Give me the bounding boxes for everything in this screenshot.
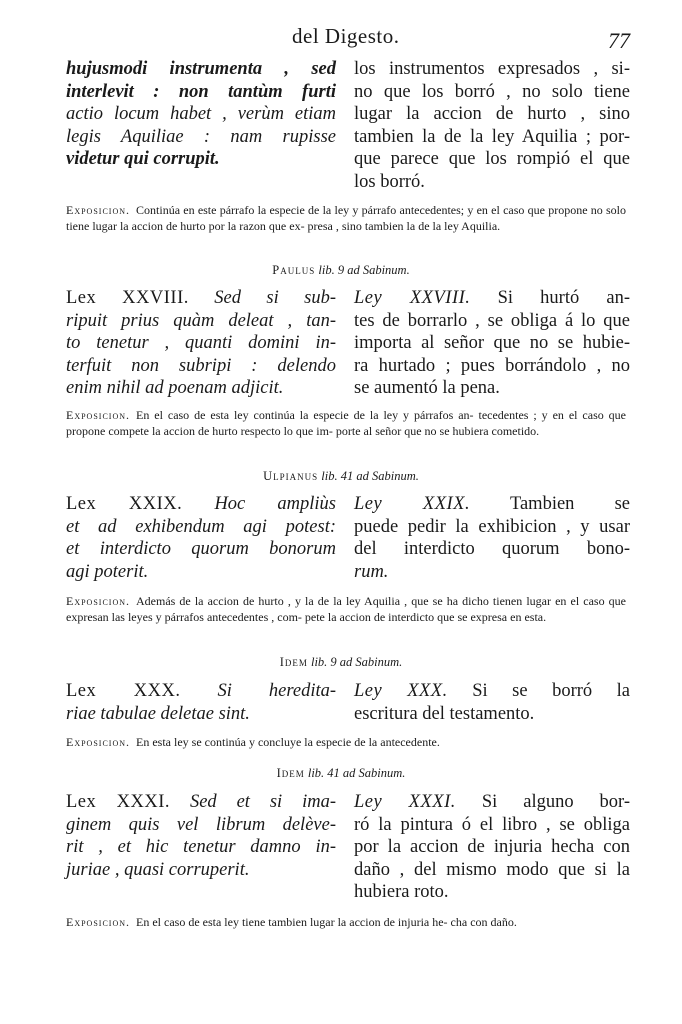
attribution-book: lib. 41 ad Sabinum.: [321, 469, 419, 483]
spanish-line: puede pedir la exhibicion , y usar: [354, 516, 630, 537]
spanish-line: daño , del mismo modo que si la: [354, 859, 630, 880]
exposition-label: Exposicion.: [66, 594, 131, 608]
spanish-column: [354, 58, 630, 194]
exposition-paragraph: [66, 203, 626, 234]
spanish-line: no que los borró , no solo tiene: [354, 81, 630, 102]
attribution-book: lib. 9 ad Sabinum.: [318, 263, 410, 277]
latin-line: juriae , quasi corruperit.: [66, 859, 250, 880]
spanish-line: hubiera roto.: [354, 882, 449, 903]
latin-line: videtur qui corrupit.: [66, 149, 220, 170]
exposition-text: En el caso de esta ley continúa la especie de la ley y párrafos an- tecedentes ; y en el caso que propone compete la accion de hurto respecto lo que im- porte al señor que no se hubiera cometido.: [66, 408, 626, 438]
latin-line: ginem quis vel librum delève-: [66, 814, 336, 835]
law-heading: Ley XXX.: [354, 681, 448, 701]
latin-line: Hoc ampliùs: [214, 494, 336, 514]
spanish-line: se aumentó la pena.: [354, 378, 500, 399]
spanish-line: tambien la de la ley Aquilia ; por-: [354, 126, 630, 147]
law-heading: Ley XXIX.: [354, 494, 471, 514]
attribution-author: Idem: [279, 655, 308, 669]
attribution-book: lib. 9 ad Sabinum.: [310, 655, 403, 669]
spanish-column: [354, 680, 630, 725]
latin-line: agi poterit.: [66, 561, 149, 582]
spanish-line: lugar la accion de hurto , sino: [354, 104, 630, 125]
attribution-author: Ulpianus: [263, 469, 319, 483]
latin-column: [66, 58, 336, 171]
law-heading: Ley XXXI.: [354, 792, 456, 812]
exposition-text: Continúa en este párrafo la especie de la ley y párrafo antecedentes; y en el caso que propone no solo tiene lugar la accion de hurto por la razon que ex- presa , sino tambien la de la ley Aquilia.: [66, 203, 626, 233]
spanish-line: por la accion de injuria hecha con: [354, 837, 630, 858]
latin-line: enim nihil ad poenam adjicit.: [66, 378, 284, 399]
spanish-line: Tambien se: [509, 494, 631, 514]
latin-line: riae tabulae deletae sint.: [66, 703, 250, 724]
spanish-line: que parece que los rompió el que: [354, 149, 630, 170]
spanish-line: escritura del testamento.: [354, 703, 535, 724]
exposition-label: Exposicion.: [66, 408, 131, 422]
latin-line: legis Aquiliae : nam rupisse: [66, 126, 336, 147]
spanish-line: Si se borró la: [472, 681, 631, 701]
source-attribution: [0, 765, 682, 781]
latin-line: actio locum habet , verùm etiam: [66, 104, 336, 125]
spanish-line: Si hurtó an-: [497, 288, 630, 308]
latin-line: rit , et hic tenetur damno in-: [66, 837, 336, 858]
attribution-author: Paulus: [272, 263, 316, 277]
latin-line: interlevit : non tantùm furti: [66, 81, 336, 102]
latin-line: Sed et si ima-: [189, 792, 337, 812]
spanish-column: [354, 287, 630, 400]
exposition-paragraph: [66, 594, 626, 625]
exposition-label: Exposicion.: [66, 203, 131, 217]
exposition-paragraph: [66, 408, 626, 439]
latin-line: et ad exhibendum agi potest:: [66, 516, 336, 537]
latin-line: et interdicto quorum bonorum: [66, 539, 336, 560]
exposition-text: En el caso de esta ley tiene tambien lugar la accion de injuria he- cha con daño.: [136, 915, 517, 929]
spanish-line: importa al señor que no se hubie-: [354, 333, 630, 354]
spanish-line: los borró.: [354, 171, 425, 192]
running-title: del Digesto.: [292, 24, 400, 48]
latin-line: terfuit non subripi : delendo: [66, 355, 336, 376]
latin-column: [66, 493, 336, 583]
exposition-paragraph: [66, 735, 626, 751]
exposition-paragraph: [66, 915, 626, 931]
page-header: [60, 24, 630, 54]
spanish-line: los instrumentos expresados , si-: [354, 59, 630, 79]
exposition-text: Además de la accion de hurto , y la de la ley Aquilia , que se ha dicho tienen lugar en el caso que expresan las leyes y párrafos antecedentes , com- pete la accion de interdicto que se expresa en esta.: [66, 594, 626, 624]
law-heading: Ley XXVIII.: [354, 288, 471, 308]
latin-line: ripuit prius quàm deleat , tan-: [66, 310, 336, 331]
source-attribution: [0, 654, 682, 670]
spanish-line: tes de borrarlo , se obliga á lo que: [354, 310, 630, 331]
latin-line: Sed si sub-: [214, 288, 336, 308]
spanish-line: ra hurtado ; pues borrándolo , no: [354, 355, 630, 376]
law-heading: Lex XXX.: [66, 681, 181, 701]
source-attribution: [0, 468, 682, 484]
attribution-author: Idem: [276, 766, 305, 780]
law-heading: Lex XXVIII.: [66, 288, 189, 308]
latin-line: hujusmodi instrumenta , sed: [66, 59, 336, 79]
exposition-label: Exposicion.: [66, 915, 131, 929]
law-heading: Lex XXIX.: [66, 494, 183, 514]
law-heading: Lex XXXI.: [66, 792, 171, 812]
spanish-line: Si alguno bor-: [481, 792, 631, 812]
latin-column: [66, 680, 336, 725]
latin-line: Si heredita-: [217, 681, 337, 701]
latin-column: [66, 287, 336, 400]
exposition-label: Exposicion.: [66, 735, 131, 749]
spanish-column: [354, 493, 630, 583]
latin-line: to tenetur , quanti domini in-: [66, 333, 336, 354]
source-attribution: [0, 262, 682, 278]
latin-column: [66, 791, 336, 881]
exposition-text: En esta ley se continúa y concluye la especie de la antecedente.: [136, 735, 440, 749]
spanish-line: del interdicto quorum bono-: [354, 539, 630, 560]
spanish-line: rum.: [354, 561, 389, 582]
page-number: 77: [608, 28, 630, 53]
spanish-line: ró la pintura ó el libro , se obliga: [354, 814, 630, 835]
attribution-book: lib. 41 ad Sabinum.: [307, 766, 406, 780]
spanish-column: [354, 791, 630, 904]
